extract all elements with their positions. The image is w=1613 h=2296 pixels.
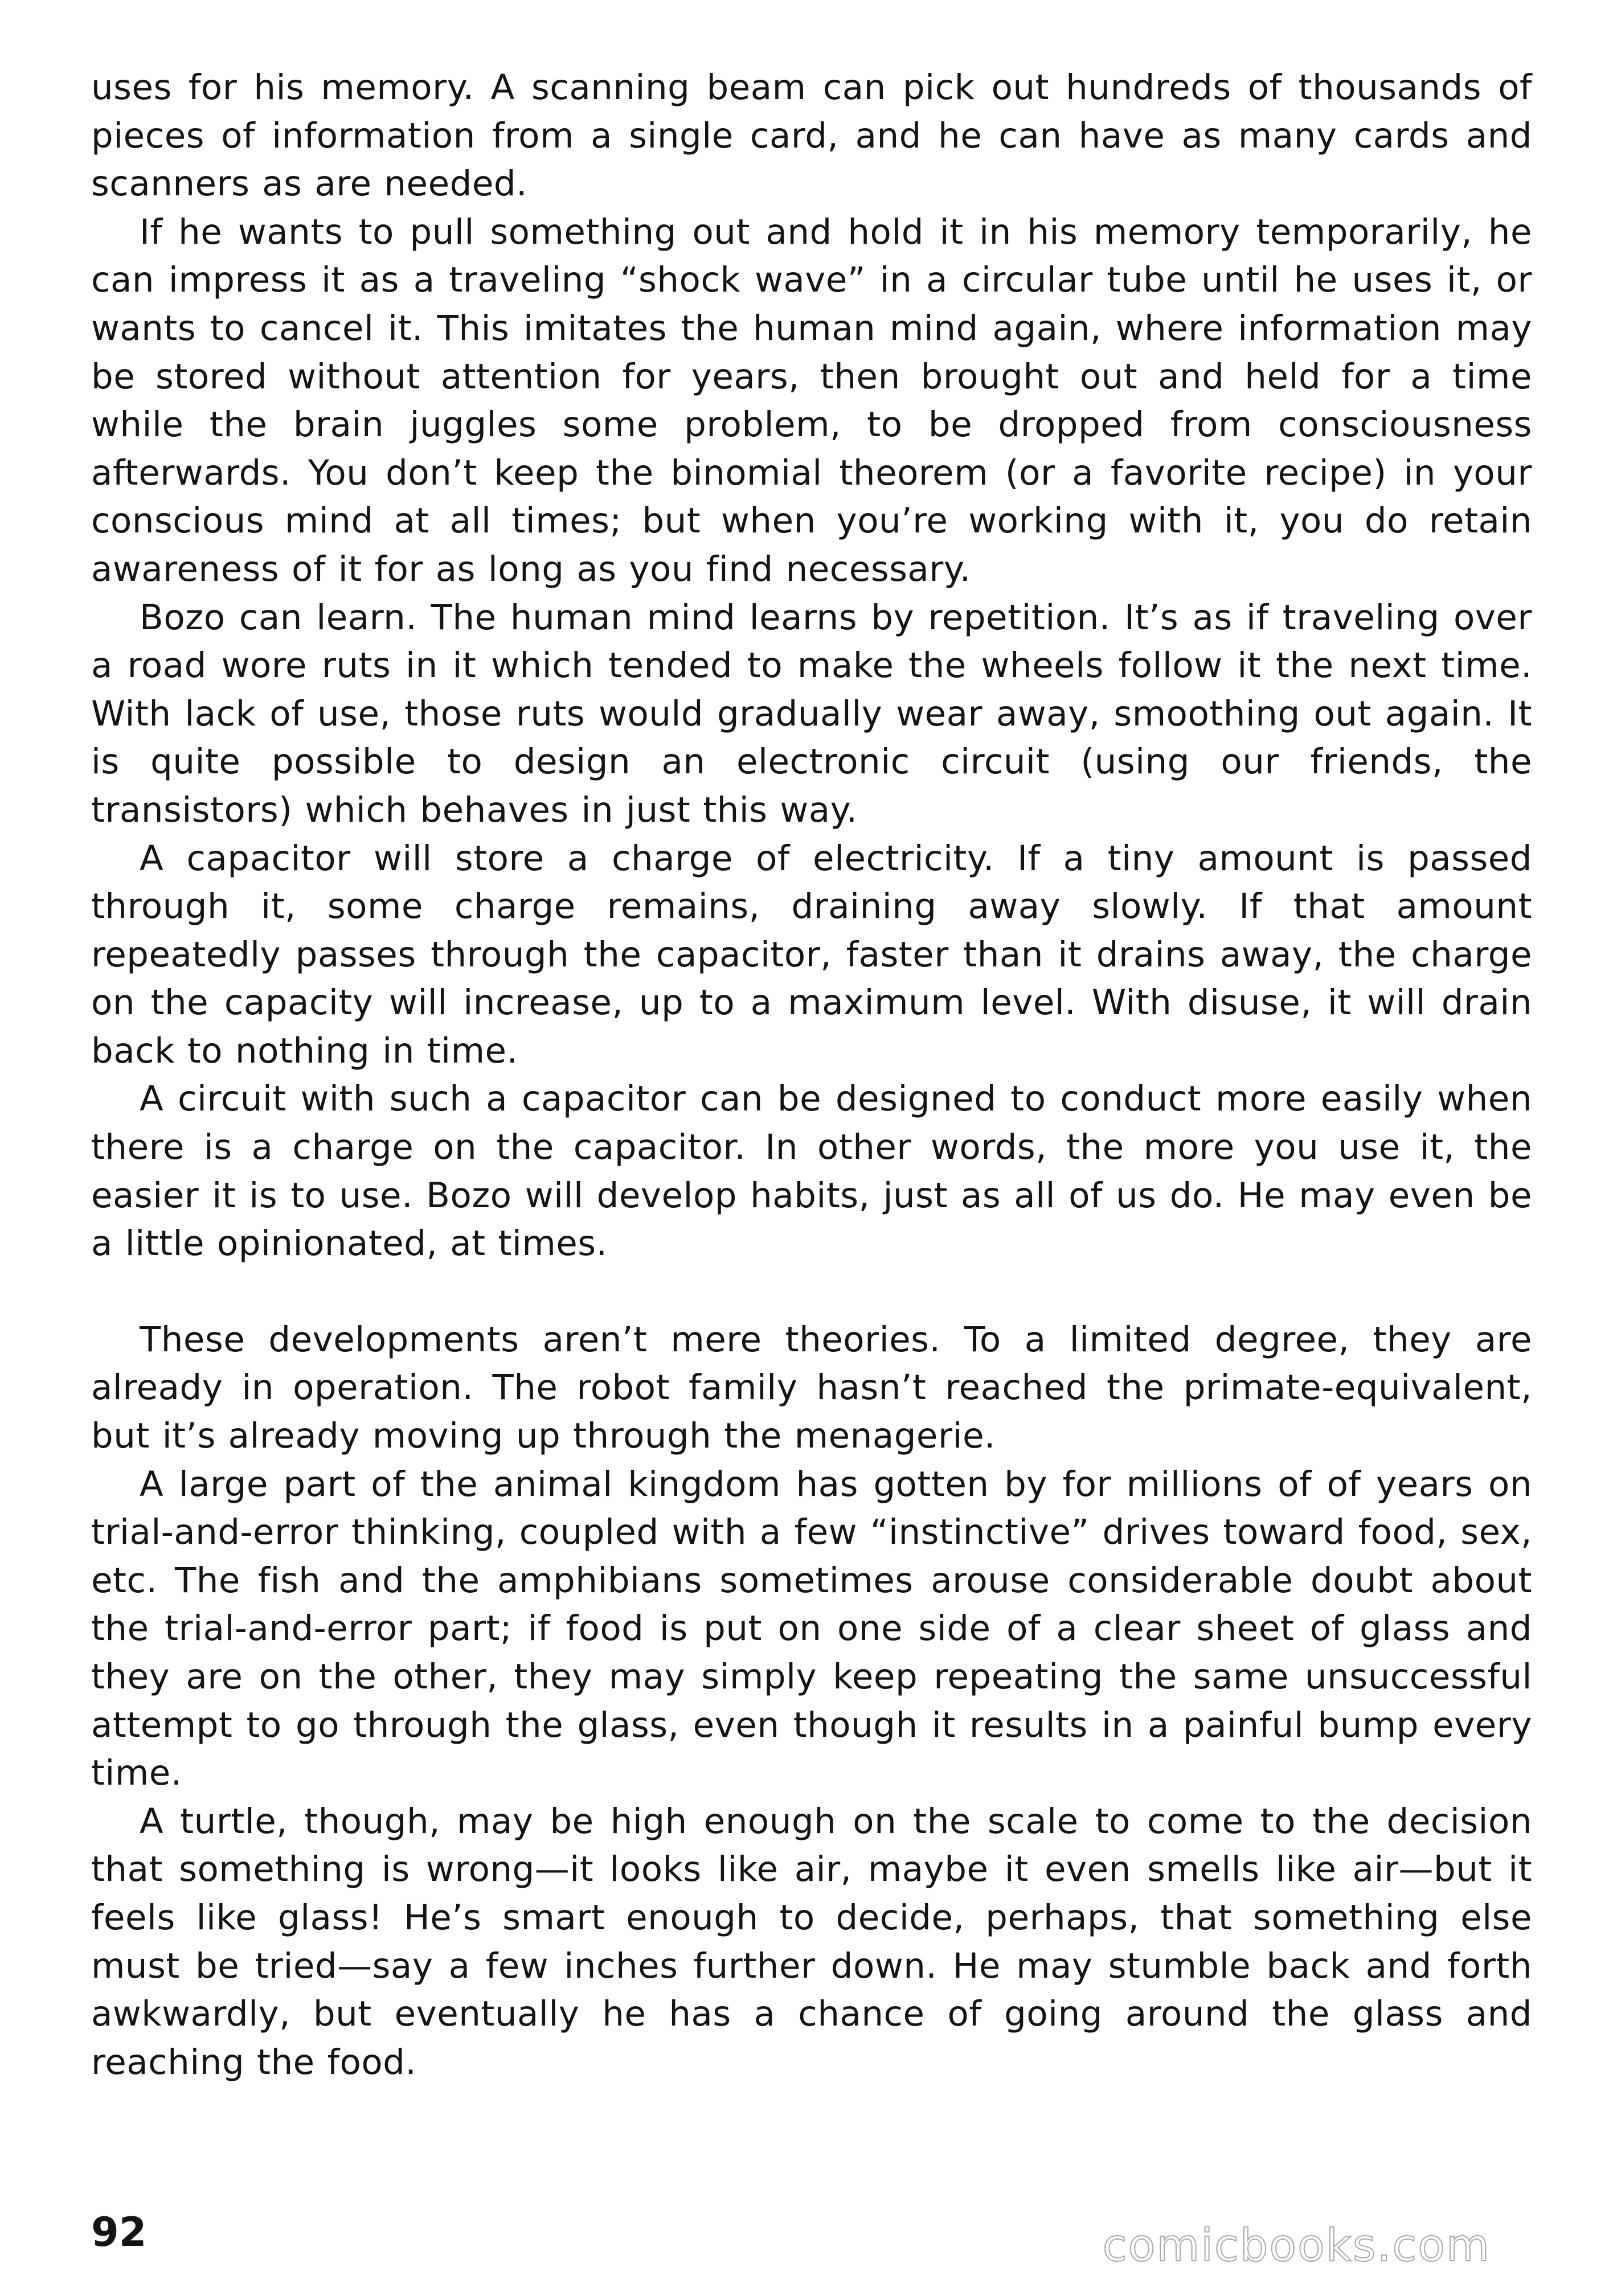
paragraph-memory-cards: uses for his memory. A scanning beam can pick out hundreds of thousands of pieces of information from a single card, and he can have as many cards and scanners as are needed. [91,67,1532,204]
site-watermark: comicbooks.com [1102,2220,1491,2272]
paragraph-bozo-learns: Bozo can learn. The human mind learns by repetition. It’s as if traveling over a road wore ruts in it which tended to make the wheels follow it the next time. With lack of use, those ruts would gradually wear away, smoothing out again. It is quite possible to design an electronic circuit (using our friends, the transistors) which behaves in just this way. [91,597,1532,830]
paragraph-turtle: A turtle, though, may be high enough on the scale to come to the decision that something is wrong—it looks like air, maybe it even smells like air—but it feels like glass! He’s smart enough to decide, perhaps, that something else must be tried—say a few inches further down. He may stumble back and forth awkwardly, but eventually he has a chance of going around the glass and reaching the food. [91,1801,1532,2082]
paragraph-capacitor: A capacitor will store a charge of electricity. If a tiny amount is passed through it, some charge remains, draining away slowly. If that amount repeatedly passes through the capacitor, faster than it drains away, the charge on the capacity will increase, up to a maximum level. With disuse, it will drain back to nothing in time. [91,838,1532,1071]
section-break [91,1268,1532,1316]
page-number: 92 [91,2209,147,2256]
paragraph-developments: These developments aren’t mere theories. To a limited degree, they are already in operation. The robot family hasn’t reached the primate-equivalent, but it’s already moving up through the menagerie. [91,1319,1532,1457]
paragraph-shock-wave: If he wants to pull something out and hold it in his memory temporarily, he can impress it as a traveling “shock wave” in a circular tube until he uses it, or wants to cancel it. This imitates the human mind again, where information may be stored without attention for years, then brought out and held for a time while the brain juggles some problem, to be dropped from consciousness afterwards. You don’t keep the binomial theorem (or a favorite recipe) in your conscious mind at all times; but when you’re working with it, you do retain awareness of it for as long as you find necessary. [91,211,1532,589]
paragraph-trial-and-error: A large part of the animal kingdom has gotten by for millions of of years on trial-and-error thinking, coupled with a few “instinctive” drives toward food, sex, etc. The fish and the amphibians sometimes arouse considerable doubt about the trial-and-error part; if food is put on one side of a clear sheet of glass and they are on the other, they may simply keep repeating the same unsuccessful attempt to go through the glass, even though it results in a painful bump every time. [91,1463,1532,1794]
page-body [91,64,1532,2086]
paragraph-circuit-habits: A circuit with such a capacitor can be designed to conduct more easily when there is a charge on the capacitor. In other words, the more you use it, the easier it is to use. Bozo will develop habits, just as all of us do. He may even be a little opinionated, at times. [91,1079,1532,1264]
